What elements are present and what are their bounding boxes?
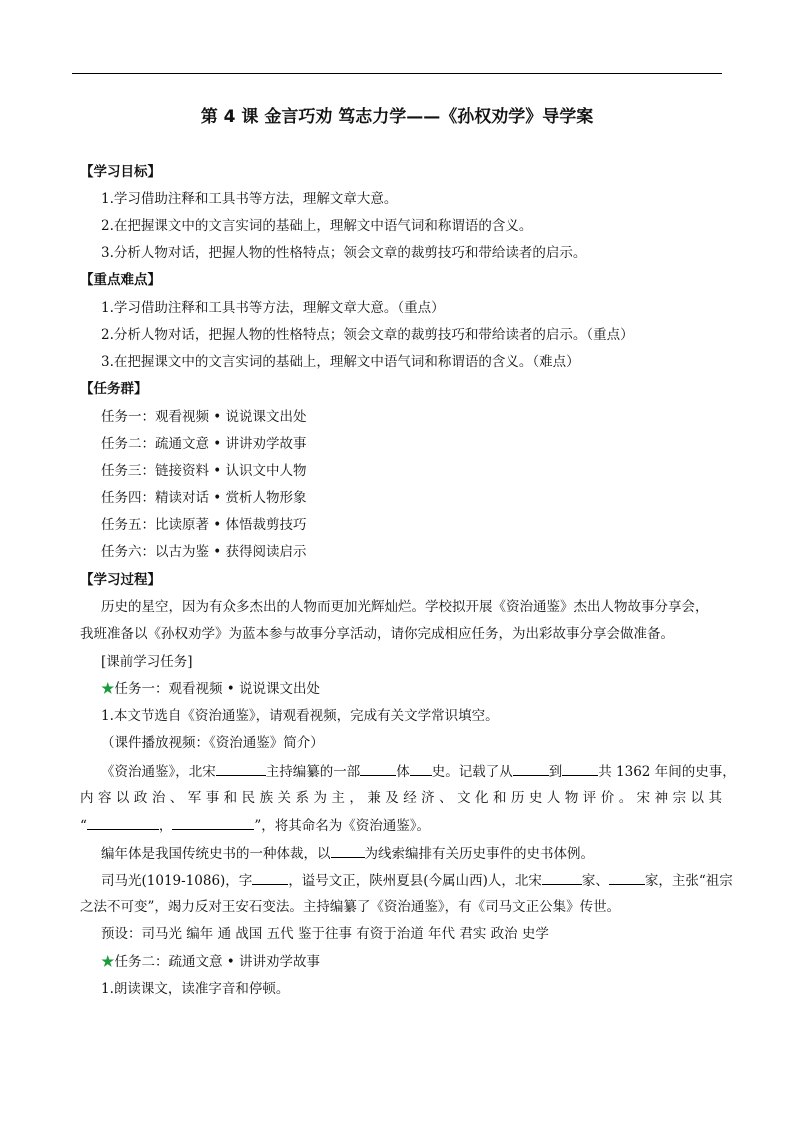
star-icon: ★: [101, 954, 115, 970]
preset-answers: 预设：司马光 编年 通 战国 五代 鉴于往事 有资于治道 年代 君实 政治 史学: [101, 926, 549, 942]
task2-title: ★任务二：疏通文意 • 讲讲劝学故事: [101, 954, 321, 970]
fill-line: “ ， ”，将其命名为《资治通鉴》。: [80, 815, 430, 836]
task1-title: ★任务一：观看视频 • 说说课文出处: [101, 681, 321, 697]
blank[interactable]: [216, 761, 266, 776]
task-item: 任务二：疏通文意 • 讲讲劝学故事: [101, 436, 307, 452]
key-item: 3.在把握课文中的文言实词的基础上，理解文中语气词和称谓语的含义。（难点）: [101, 354, 580, 370]
fill-line: 内容以政治、军事和民族关系为主，兼及经济、文化和历史人物评价。宋神宗以其: [80, 790, 722, 806]
goals-header: 【学习目标】: [80, 164, 161, 180]
blank[interactable]: [562, 761, 598, 776]
blank[interactable]: [513, 761, 549, 776]
header-rule: [72, 73, 722, 74]
pre-task-label: [课前学习任务]: [101, 654, 193, 670]
blank[interactable]: [410, 761, 432, 776]
blank[interactable]: [172, 815, 254, 830]
fill-line: 司马光(1019-1086)，字 ，谥号文正，陕州夏县(今属山西)人，北宋 家、 家，主张“祖宗: [101, 870, 733, 891]
intro-line: 历史的星空，因为有众多杰出的人物而更加光辉灿烂。学校拟开展《资治通鉴》杰出人物故事分享会，: [101, 599, 709, 615]
task2-question: 1.朗读课文，读准字音和停顿。: [101, 981, 290, 997]
tasks-header: 【任务群】: [80, 381, 148, 397]
blank[interactable]: [252, 870, 288, 885]
goal-item: 3.分析人物对话，把握人物的性格特点；领会文章的裁剪技巧和带给读者的启示。: [101, 245, 587, 261]
task1-note: （课件播放视频：《资治通鉴》简介）: [101, 735, 324, 751]
goal-item: 2.在把握课文中的文言实词的基础上，理解文中语气词和称谓语的含义。: [101, 218, 533, 234]
task-item: 任务四：精读对话 • 赏析人物形象: [101, 490, 307, 506]
key-item: 1.学习借助注释和工具书等方法，理解文章大意。（重点）: [101, 300, 445, 316]
star-icon: ★: [101, 681, 115, 697]
blank[interactable]: [331, 843, 365, 858]
blank[interactable]: [609, 870, 645, 885]
process-header: 【学习过程】: [80, 572, 161, 588]
task-item: 任务六：以古为鉴 • 获得阅读启示: [101, 544, 307, 560]
key-header: 【重点难点】: [80, 272, 161, 288]
fill-line: 《资治通鉴》，北宋 主持编纂的一部 体 史。记载了从 到 共 1362 年间的史事，: [101, 761, 736, 782]
key-item: 2.分析人物对话，把握人物的性格特点；领会文章的裁剪技巧和带给读者的启示。（重点）: [101, 327, 634, 343]
intro-line: 我班准备以《孙权劝学》为蓝本参与故事分享活动，请你完成相应任务，为出彩故事分享会做准备。: [80, 626, 674, 642]
fill-line: 编年体是我国传统史书的一种体裁，以 为线索编排有关历史事件的史书体例。: [101, 843, 594, 864]
blank[interactable]: [542, 870, 582, 885]
task-item: 任务三：链接资料 • 认识文中人物: [101, 463, 307, 479]
page-title: 第 4 课 金言巧劝 笃志力学——《孙权劝学》导学案: [200, 107, 594, 127]
task-item: 任务五：比读原著 • 体悟裁剪技巧: [101, 517, 307, 533]
blank[interactable]: [360, 761, 396, 776]
blank[interactable]: [87, 815, 159, 830]
task-item: 任务一：观看视频 • 说说课文出处: [101, 409, 307, 425]
fill-line: 之法不可变”，竭力反对王安石变法。主持编纂了《资治通鉴》，有《司马文正公集》传世。: [80, 899, 621, 915]
task1-question: 1.本文节选自《资治通鉴》，请观看视频，完成有关文学常识填空。: [101, 708, 499, 724]
goal-item: 1.学习借助注释和工具书等方法，理解文章大意。: [101, 191, 398, 207]
